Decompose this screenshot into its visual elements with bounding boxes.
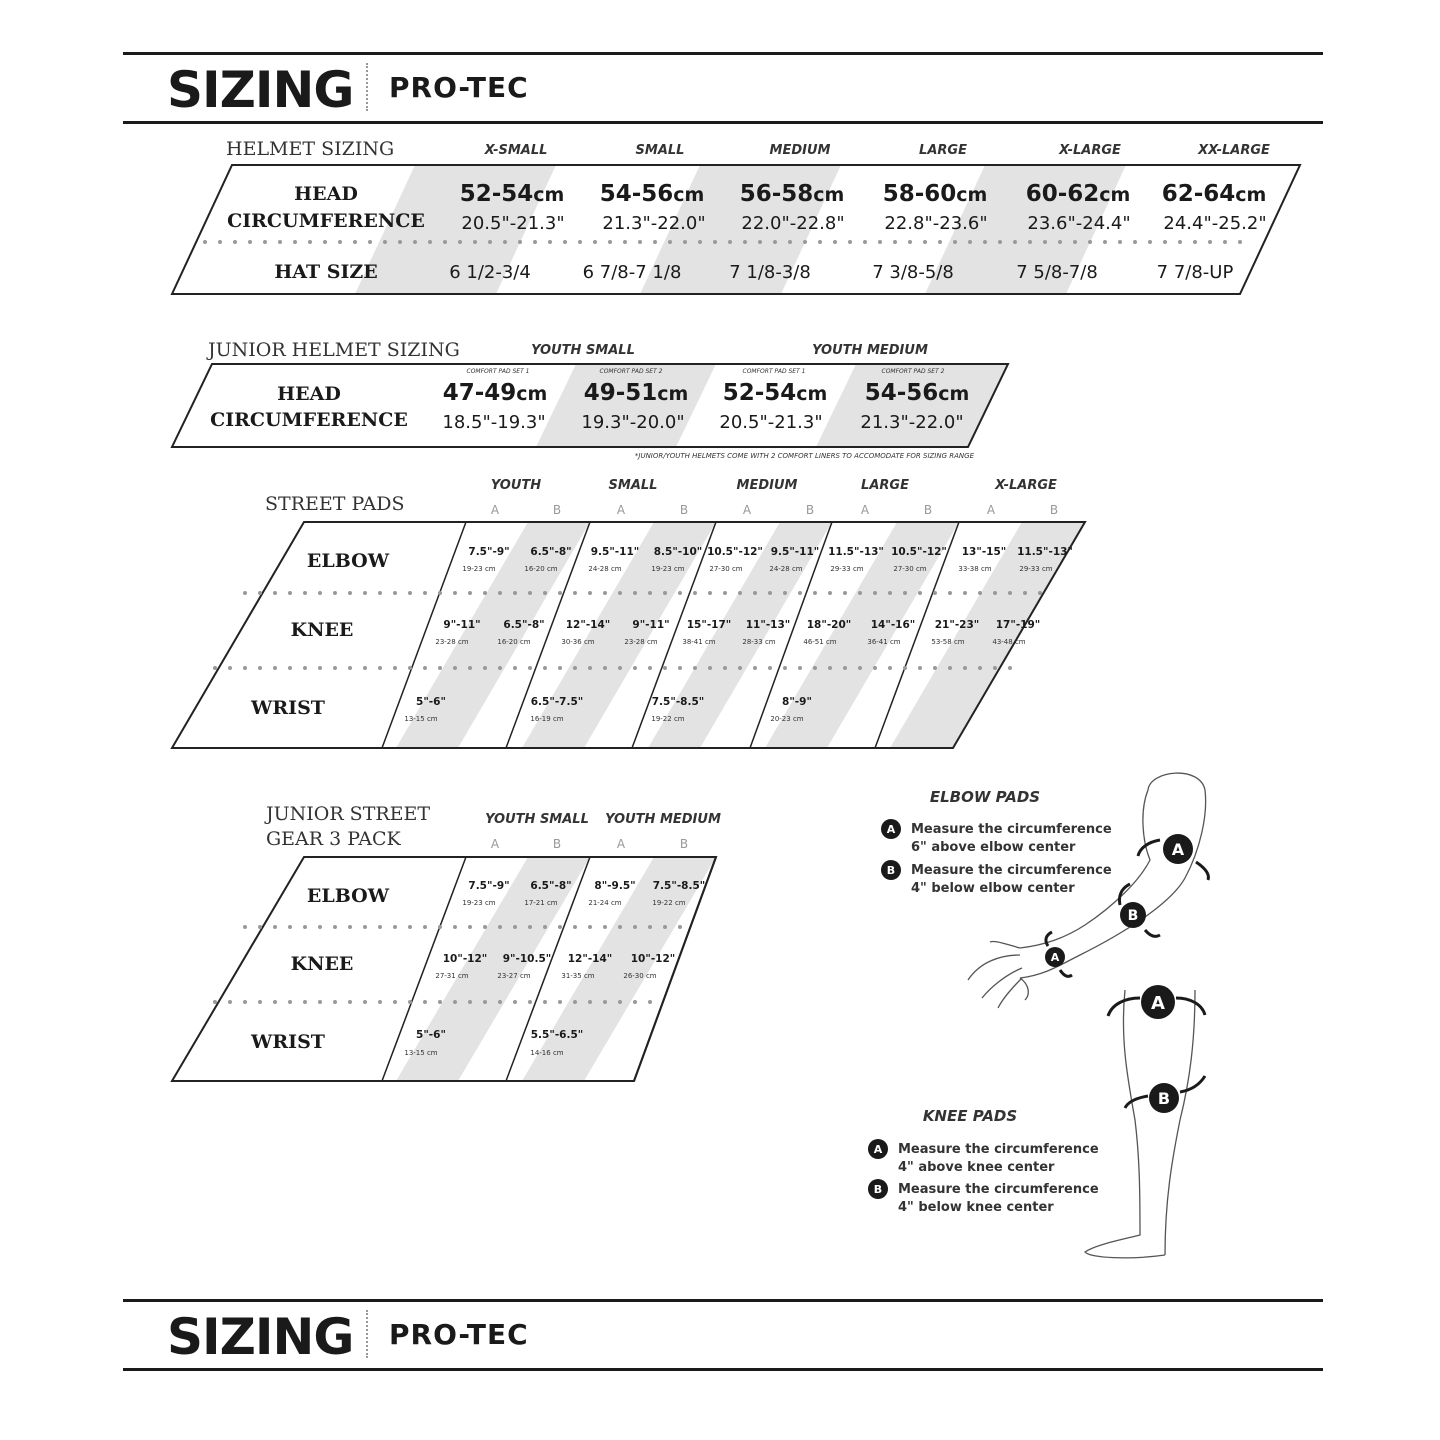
elbow-guide-title: ELBOW PADS xyxy=(929,788,1041,806)
ab-label: B xyxy=(923,503,933,517)
junior-helmet-table xyxy=(172,339,1008,460)
cell-cm: 19-23 cm xyxy=(651,565,685,573)
size-header: YOUTH xyxy=(490,478,542,493)
measuring-guide xyxy=(868,773,1208,1258)
banner-title: SIZING xyxy=(167,1308,354,1366)
cell-inches: 12"-14" xyxy=(565,619,611,631)
marker-b-label: B xyxy=(1157,1089,1171,1108)
brand-logo: PRO-TEC xyxy=(389,1318,529,1351)
ab-label: B xyxy=(679,503,689,517)
cell-inches: 12"-14" xyxy=(567,953,613,965)
cell-cm: 29-33 cm xyxy=(830,565,864,573)
marker-a-label: A xyxy=(1050,951,1060,964)
elbow-b-text: Measure the circumference xyxy=(911,863,1112,878)
cell-cm: 13-15 cm xyxy=(404,715,438,723)
cell-cm: 23-27 cm xyxy=(497,972,531,980)
cell-inches: 8"-9" xyxy=(782,696,812,708)
cell-cm: 24-28 cm xyxy=(769,565,803,573)
cell-cm: 23-28 cm xyxy=(435,638,469,646)
size-header: MEDIUM xyxy=(769,143,831,158)
inch-value: 22.8"-23.6" xyxy=(884,213,988,234)
cell-inches: 7.5"-9" xyxy=(468,880,510,892)
ab-label: B xyxy=(805,503,815,517)
hat-value: 7 1/8-3/8 xyxy=(729,262,811,283)
footnote: *JUNIOR/YOUTH HELMETS COME WITH 2 COMFORT LINERS TO ACCOMODATE FOR SIZING RANGE xyxy=(634,452,974,460)
row-label-elbow: ELBOW xyxy=(306,885,390,907)
cell-inches: 7.5"-8.5" xyxy=(652,880,706,892)
cell-inches: 11"-13" xyxy=(745,619,791,631)
cell-cm: 27-31 cm xyxy=(435,972,469,980)
cell-inches: 9"-11" xyxy=(632,619,670,631)
cell-cm: 53-58 cm xyxy=(931,638,965,646)
marker-b-label: B xyxy=(873,1183,883,1196)
cell-inches: 7.5"-8.5" xyxy=(651,696,705,708)
brand-logo: PRO-TEC xyxy=(389,71,529,104)
cm-value: 49-51cm xyxy=(583,380,689,406)
cell-inches: 14"-16" xyxy=(870,619,916,631)
group-header: YOUTH SMALL xyxy=(531,343,635,358)
size-header: SMALL xyxy=(608,478,658,493)
cm-value: 62-64cm xyxy=(1161,181,1267,207)
street-title: STREET PADS xyxy=(265,493,405,515)
row-label-elbow: ELBOW xyxy=(306,550,390,572)
cell-cm: 16-20 cm xyxy=(524,565,558,573)
size-header: LARGE xyxy=(919,143,967,158)
size-header: YOUTH SMALL xyxy=(485,812,589,827)
size-header: SMALL xyxy=(635,143,685,158)
cell-inches: 9"-10.5" xyxy=(502,953,552,965)
cm-value: 52-54cm xyxy=(459,181,565,207)
cell-cm: 29-33 cm xyxy=(1019,565,1053,573)
elbow-b-text: 4" below elbow center xyxy=(911,881,1075,896)
size-header: LARGE xyxy=(861,478,909,493)
cell-cm: 31-35 cm xyxy=(561,972,595,980)
size-header: XX-LARGE xyxy=(1198,143,1270,158)
junior-street-table xyxy=(172,803,721,1081)
cell-cm: 46-51 cm xyxy=(803,638,837,646)
cell-inches: 6.5"-8" xyxy=(530,880,572,892)
marker-a-label: A xyxy=(1171,840,1185,859)
cell-cm: 19-22 cm xyxy=(651,715,685,723)
ab-label: A xyxy=(616,503,626,517)
cell-cm: 36-41 cm xyxy=(867,638,901,646)
ab-label: A xyxy=(490,503,500,517)
cell-cm: 19-23 cm xyxy=(462,565,496,573)
cell-inches: 21"-23" xyxy=(934,619,980,631)
cell-inches: 9.5"-11" xyxy=(590,546,640,558)
ab-label: A xyxy=(616,837,626,851)
cell-inches: 10.5"-12" xyxy=(707,546,763,558)
cell-inches: 9"-11" xyxy=(443,619,481,631)
ab-label: B xyxy=(679,837,689,851)
cell-inches: 8.5"-10" xyxy=(653,546,703,558)
pad-label: COMFORT PAD SET 2 xyxy=(881,368,945,375)
leg-illustration-icon xyxy=(1085,990,1195,1258)
inch-value: 21.3"-22.0" xyxy=(860,412,964,433)
cm-value: 56-58cm xyxy=(739,181,845,207)
knee-b-text: 4" below knee center xyxy=(898,1200,1054,1215)
cell-cm: 28-33 cm xyxy=(742,638,776,646)
inch-value: 19.3"-20.0" xyxy=(581,412,685,433)
cell-cm: 21-24 cm xyxy=(588,899,622,907)
cell-cm: 16-20 cm xyxy=(497,638,531,646)
cell-inches: 10"-12" xyxy=(630,953,676,965)
cell-cm: 24-28 cm xyxy=(588,565,622,573)
row-label: HEAD xyxy=(277,383,341,405)
cell-inches: 13"-15" xyxy=(961,546,1007,558)
hat-value: 7 3/8-5/8 xyxy=(872,262,954,283)
row-label: CIRCUMFERENCE xyxy=(210,409,408,431)
hat-value: 7 5/8-7/8 xyxy=(1016,262,1098,283)
marker-b-label: B xyxy=(886,864,896,877)
cell-inches: 6.5"-8" xyxy=(503,619,545,631)
banner-title: SIZING xyxy=(167,61,354,119)
cell-inches: 5"-6" xyxy=(416,696,446,708)
cell-cm: 16-19 cm xyxy=(530,715,564,723)
cell-inches: 7.5"-9" xyxy=(468,546,510,558)
cell-inches: 9.5"-11" xyxy=(770,546,820,558)
cell-cm: 17-21 cm xyxy=(524,899,558,907)
inch-value: 20.5"-21.3" xyxy=(719,412,823,433)
knee-guide-title: KNEE PADS xyxy=(922,1107,1018,1125)
cell-inches: 6.5"-8" xyxy=(530,546,572,558)
junior-street-title: GEAR 3 PACK xyxy=(266,828,401,850)
helmet-sizing-table xyxy=(172,138,1300,294)
elbow-a-text: Measure the circumference xyxy=(911,822,1112,837)
row-label-wrist: WRIST xyxy=(251,697,325,719)
cm-value: 58-60cm xyxy=(882,181,988,207)
cm-value: 47-49cm xyxy=(442,380,548,406)
inch-value: 20.5"-21.3" xyxy=(461,213,565,234)
street-pads-table xyxy=(172,478,1085,748)
cell-inches: 5.5"-6.5" xyxy=(530,1029,584,1041)
row-label-wrist: WRIST xyxy=(251,1031,325,1053)
inch-value: 18.5"-19.3" xyxy=(442,412,546,433)
cell-cm: 14-16 cm xyxy=(530,1049,564,1057)
elbow-a-text: 6" above elbow center xyxy=(911,840,1076,855)
cm-value: 52-54cm xyxy=(722,380,828,406)
cm-value: 54-56cm xyxy=(864,380,970,406)
cm-value: 60-62cm xyxy=(1025,181,1131,207)
marker-a-label: A xyxy=(886,823,896,836)
cm-value: 54-56cm xyxy=(599,181,705,207)
row-label: HEAD xyxy=(294,183,358,205)
cell-inches: 11.5"-13" xyxy=(828,546,884,558)
cell-inches: 10"-12" xyxy=(442,953,488,965)
ab-label: A xyxy=(986,503,996,517)
inch-value: 22.0"-22.8" xyxy=(741,213,845,234)
marker-a-label: A xyxy=(873,1143,883,1156)
junior-street-title: JUNIOR STREET xyxy=(266,803,431,825)
cell-inches: 8"-9.5" xyxy=(594,880,636,892)
cell-cm: 43-48 cm xyxy=(992,638,1026,646)
cell-cm: 27-30 cm xyxy=(709,565,743,573)
cell-cm: 27-30 cm xyxy=(893,565,927,573)
size-header: X-LARGE xyxy=(995,478,1057,493)
cell-inches: 10.5"-12" xyxy=(891,546,947,558)
hat-value: 7 7/8-UP xyxy=(1156,262,1234,283)
cell-cm: 23-28 cm xyxy=(624,638,658,646)
cell-inches: 5"-6" xyxy=(416,1029,446,1041)
row-label-knee: KNEE xyxy=(290,953,354,975)
cell-cm: 20-23 cm xyxy=(770,715,804,723)
cell-cm: 13-15 cm xyxy=(404,1049,438,1057)
marker-a-label: A xyxy=(1151,993,1165,1014)
cell-cm: 38-41 cm xyxy=(682,638,716,646)
ab-label: B xyxy=(552,837,562,851)
pad-label: COMFORT PAD SET 1 xyxy=(466,368,530,375)
cell-cm: 19-22 cm xyxy=(652,899,686,907)
knee-a-text: Measure the circumference xyxy=(898,1142,1099,1157)
knee-a-text: 4" above knee center xyxy=(898,1160,1055,1175)
size-header: X-SMALL xyxy=(484,143,548,158)
cell-cm: 33-38 cm xyxy=(958,565,992,573)
cell-inches: 15"-17" xyxy=(686,619,732,631)
ab-label: A xyxy=(490,837,500,851)
knee-b-text: Measure the circumference xyxy=(898,1182,1099,1197)
cell-inches: 18"-20" xyxy=(806,619,852,631)
pad-label: COMFORT PAD SET 1 xyxy=(742,368,806,375)
size-header: YOUTH MEDIUM xyxy=(605,812,721,827)
cell-inches: 11.5"-13" xyxy=(1017,546,1073,558)
inch-value: 21.3"-22.0" xyxy=(602,213,706,234)
ab-label: B xyxy=(1049,503,1059,517)
pad-label: COMFORT PAD SET 2 xyxy=(599,368,663,375)
cell-cm: 30-36 cm xyxy=(561,638,595,646)
row-label-hat: HAT SIZE xyxy=(274,261,378,283)
cell-cm: 26-30 cm xyxy=(623,972,657,980)
size-header: MEDIUM xyxy=(736,478,798,493)
inch-value: 24.4"-25.2" xyxy=(1163,213,1267,234)
ab-label: B xyxy=(552,503,562,517)
size-header: X-LARGE xyxy=(1059,143,1121,158)
row-label-knee: KNEE xyxy=(290,619,354,641)
cell-inches: 17"-19" xyxy=(995,619,1041,631)
junior-helmet-title: JUNIOR HELMET SIZING xyxy=(208,339,460,361)
cell-cm: 19-23 cm xyxy=(462,899,496,907)
ab-label: A xyxy=(860,503,870,517)
row-label: CIRCUMFERENCE xyxy=(227,210,425,232)
hat-value: 6 7/8-7 1/8 xyxy=(582,262,682,283)
inch-value: 23.6"-24.4" xyxy=(1027,213,1131,234)
hat-value: 6 1/2-3/4 xyxy=(449,262,531,283)
marker-b-label: B xyxy=(1127,908,1139,924)
group-header: YOUTH MEDIUM xyxy=(812,343,928,358)
cell-inches: 6.5"-7.5" xyxy=(530,696,584,708)
ab-label: A xyxy=(742,503,752,517)
helmet-title: HELMET SIZING xyxy=(226,138,395,160)
